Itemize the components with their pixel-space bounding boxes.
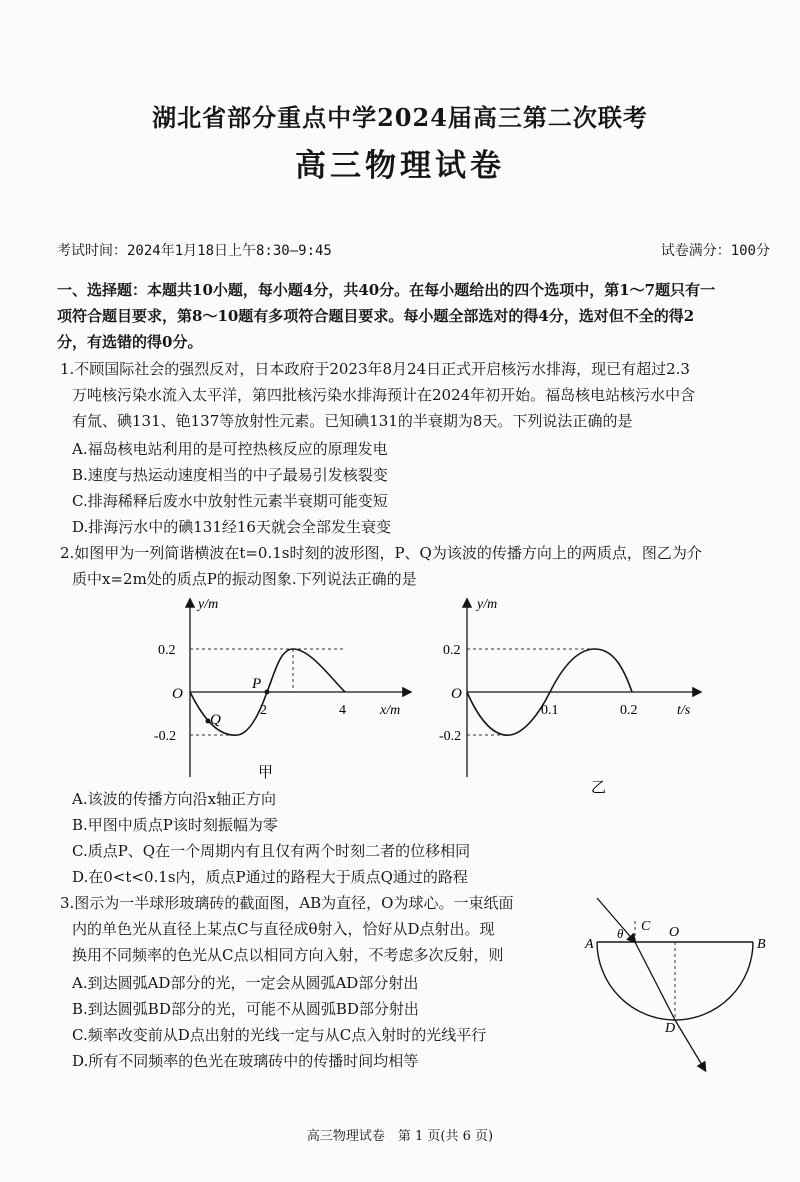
paper-title: 高三物理试卷 [295,148,505,184]
q3-stem-line: 换用不同频率的色光从C点以相同方向入射，不考虑多次反射，则 [72,946,504,964]
q2-option-b: B.甲图中质点P该时刻振幅为零 [72,816,278,834]
origin-label: O [451,686,462,702]
q3-option-a: A.到达圆弧AD部分的光，一定会从圆弧AD部分射出 [72,974,419,992]
label-c: C [641,919,651,934]
y-tick-bottom: -0.2 [439,729,462,744]
q1-option-b: B.速度与热运动速度相当的中子最易引发核裂变 [72,466,388,484]
section-instruction-line: 一、选择题：本题共10小题，每小题4分，共40分。在每小题给出的四个选项中，第1～7题只有一 [57,281,716,299]
q3-option-c: C.频率改变前从D点出射的光线一定与从C点入射时的光线平行 [72,1026,487,1044]
q2-option-d: D.在0<t<0.1s内，质点P通过的路程大于质点Q通过的路程 [72,868,468,886]
section-instruction-line: 项符合题目要求，第8～10题有多项符合题目要求。每小题全部选对的得4分，选对但不全的得2 [57,307,695,325]
q3-option-b: B.到达圆弧BD部分的光，可能不从圆弧BD部分射出 [72,1000,419,1018]
y-tick-top: 0.2 [443,643,461,658]
section-instruction-line: 分，有选错的得0分。 [57,333,203,351]
caption: 甲 [258,765,274,781]
wave-graph-jia [150,592,420,787]
q2-option-c: C.质点P、Q在一个周期内有且仅有两个时刻二者的位移相同 [72,842,471,860]
caption: 乙 [591,780,607,796]
q1-option-a: A.福岛核电站利用的是可控热核反应的原理发电 [72,440,388,458]
label-a: A [585,937,594,952]
page-footer: 高三物理试卷 第 1 页(共 6 页) [306,1129,494,1144]
label-o: O [669,925,680,940]
label-theta: θ [617,926,624,941]
t-tick-01: 0.1 [541,703,559,718]
point-q-label: Q [210,712,221,728]
exam-series-title: 湖北省部分重点中学2024届高三第二次联考 [152,103,648,132]
ylabel: y/m [477,597,498,612]
y-tick-top: 0.2 [158,643,176,658]
q1-option-d: D.排海污水中的碘131经16天就会全部发生衰变 [72,518,391,536]
exam-time: 考试时间：2024年1月18日上午8:30—9:45 [57,243,332,259]
incident-ray [597,898,635,942]
x-tick-4: 4 [339,703,346,718]
q2-stem-line: 2.如图甲为一列简谐横波在t=0.1s时刻的波形图，P、Q为该波的传播方向上的两质点，图乙为介 [60,544,702,562]
label-b: B [757,937,766,952]
q1-stem-line: 万吨核污染水流入太平洋，第四批核污染水排海预计在2024年初开始。福岛核电站核污水中含 [72,386,696,404]
t-tick-02: 0.2 [620,703,638,718]
ylabel: y/m [198,597,219,612]
point-p-dot [265,690,270,695]
q1-stem-line: 1.不顾国际社会的强烈反对，日本政府于2023年8月24日正式开启核污水排海，现已有超过2.3 [60,360,690,378]
q2-option-a: A.该波的传播方向沿x轴正方向 [72,790,277,808]
point-p-label: P [252,676,262,692]
vibration-graph-yi [439,592,710,807]
label-d: D [665,1021,676,1036]
q3-stem-line: 3.图示为一半球形玻璃砖的截面图，AB为直径，O为球心。一束纸面 [60,894,514,912]
exit-ray [675,1020,705,1070]
q1-stem-line: 有氚、碘131、铯137等放射性元素。已知碘131的半衰期为8天。下列说法正确的是 [72,412,633,430]
q1-option-c: C.排海稀释后废水中放射性元素半衰期可能变短 [72,492,388,510]
q3-stem-line: 内的单色光从直径上某点C与直径成θ射入，恰好从D点射出。现 [72,920,495,938]
xlabel: t/s [677,703,691,718]
refracted-ray [635,942,675,1020]
q2-stem-line: 质中x=2m处的质点P的振动图象.下列说法正确的是 [72,570,417,588]
x-tick-2: 2 [260,703,267,718]
xlabel: x/m [380,703,401,718]
q3-option-d: D.所有不同频率的色光在玻璃砖中的传播时间均相等 [72,1052,419,1070]
origin-label: O [172,686,183,702]
full-score: 试卷满分：100分 [660,243,770,259]
y-tick-bottom: -0.2 [154,729,177,744]
hemisphere-diagram [585,892,775,1082]
